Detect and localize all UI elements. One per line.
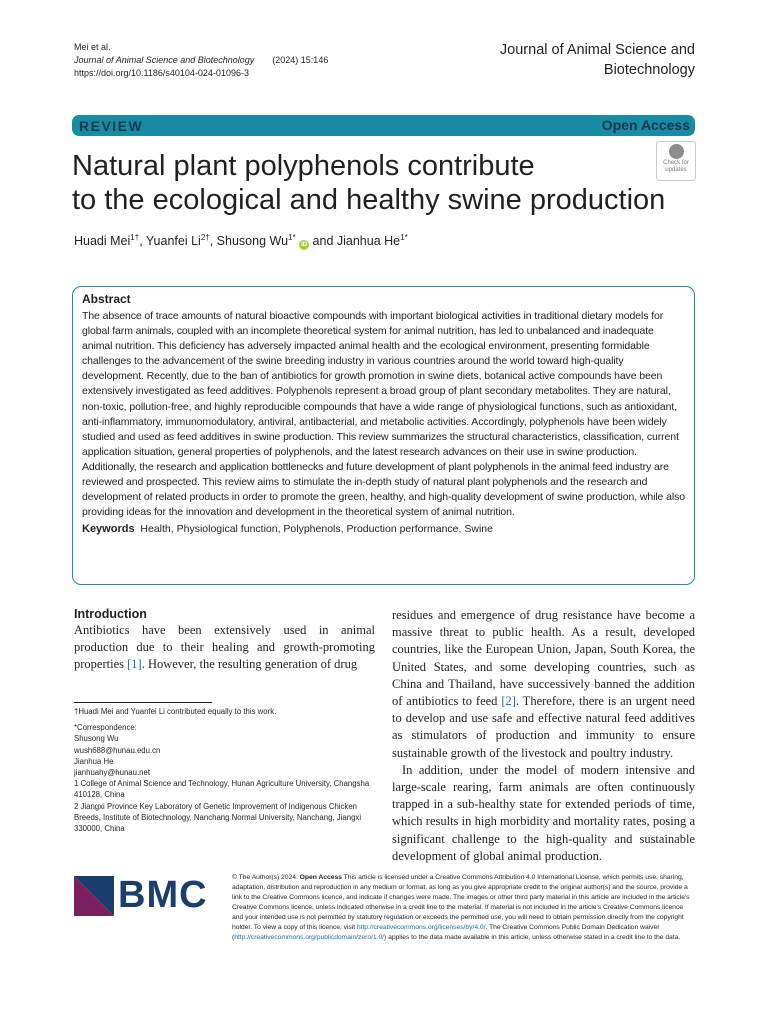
email-link[interactable]: wush688@hunau.edu.cn (74, 745, 161, 755)
article-title: Natural plant polyphenols contribute to the ecological and healthy swine production (72, 150, 666, 216)
author-short: Mei et al. (74, 42, 111, 52)
journal-name: Journal of Animal Science and Biotechnology (499, 42, 695, 78)
left-column (74, 607, 375, 674)
crossmark-icon (669, 144, 684, 159)
keywords: Keywords Health, Physiological function, Polyphenols, Production performance, Swine (82, 523, 493, 536)
body-paragraph: residues and emergence of drug resistance have become a massive threat to public health. As a result, developed countries, like the European Union, Japan, South Korea, the United States, and some developing countries, such as China and Thailand, have successively banned the addition of antibiotics to feed [2]. Therefore, there is an urgent need to develop and use safe and effective natural feed additives as stimulators of production and immunity to ensure sustainable growth of the livestock and poultry industry. (392, 608, 695, 760)
journal-italic: Journal of Animal Science and Biotechnology (74, 55, 255, 65)
right-column (392, 607, 695, 865)
article-type: REVIEW (79, 118, 144, 134)
license-link[interactable]: http://creativecommons.org/licenses/by/4.0/ (356, 924, 486, 931)
citation-link[interactable]: [1] (127, 657, 142, 672)
orcid-icon[interactable]: iD (301, 242, 308, 249)
abstract-heading: Abstract (82, 292, 131, 306)
citation-link[interactable]: [2] (501, 694, 516, 709)
equal-contribution-note: †Huadi Mei and Yuanfei Li contributed equally to this work. (74, 707, 277, 716)
bmc-logo: BMC (74, 876, 214, 916)
doi-link[interactable]: https://doi.org/10.1186/s40104-024-01096-3 (74, 68, 249, 78)
public-domain-link[interactable]: http://creativecommons.org/publicdomain/zero/1.0/ (234, 934, 385, 941)
footnotes: †Huadi Mei and Yuanfei Li contributed equally to this work. *Correspondence: Shusong Wu wush688@hunau.edu.cn Jianhua He jianhuahy@hunau.net 1 College of Animal Science and Technology, Hunan Agriculture University, Changsha 410128, China 2 Jiangxi Province Key Laboratory of Genetic Improvement of Indigenous Chicken Breeds, Institute of Biotechnology, Nanchang Normal University, Nanchang, Jiangxi 330000, China (74, 706, 374, 834)
running-header (74, 41, 328, 80)
article-type-banner (72, 115, 695, 136)
check-for-updates-badge[interactable]: Check for updates (656, 141, 696, 181)
intro-paragraph: Antibiotics have been extensively used in animal production due to their healing and growth-promoting properties [1]. However, the resulting generation of drug (74, 623, 375, 672)
abstract-box (72, 286, 695, 585)
body-paragraph: In addition, under the model of modern intensive and large-scale rearing, farm animals are often continuously trapped in a sub-healthy state for extended periods of time, which results in high morbidity and mortality rates, posing a significant challenge to the high-quality and sustainable development of global animal production. (392, 762, 695, 863)
email-link[interactable]: jianhuahy@hunau.net (74, 768, 150, 778)
affiliation: 1 College of Animal Science and Technology, Hunan Agriculture University, Changsha 410128, China (74, 779, 370, 800)
open-access-label: Open Access (601, 117, 690, 133)
bmc-logo-icon (74, 876, 114, 916)
footnote-rule (74, 702, 212, 703)
affiliation: 2 Jiangxi Province Key Laboratory of Genetic Improvement of Indigenous Chicken Breeds, Institute of Biotechnology, Nanchang Normal University, Nanchang, Jiangxi 330000, China (74, 801, 362, 834)
license-text: © The Author(s) 2024. Open Access This article is licensed under a Creative Commons Attribution 4.0 International License, which permits use, sharing, adaptation, distribution and reproduction in any medium or format, as long as you give appropriate credit to the original author(s) and the source, provide a link to the Creative Commons licence, and indicate if changes were made. The images or other third party material in this article are included in the article's Creative Commons licence, unless indicated otherwise in a credit line to the material. If material is not included in the article's Creative Commons licence and your intended use is not permitted by statutory regulation or exceeds the permitted use, you will need to obtain permission directly from the copyright holder. To view a copy of this licence, visit http://creativecommons.org/licenses/by/4.0/. The Creative Commons Public Domain Dedication waiver (http://creativecommons.org/publicdomain/zero/1.0/) applies to the data made available in this article, unless otherwise stated in a credit line to the data. (232, 874, 690, 941)
volume: (2024) 15:146 (272, 55, 329, 65)
abstract-text: The absence of trace amounts of natural bioactive compounds with important biological activities in traditional dietary models for global farm animals, coupled with an incomplete theoretical system for animal nutrition, has led to unbalanced and inadequate animal nutrition. This deficiency has adversely impacted animal health and the ecological environment, presenting formidable challenges to the advancement of the swine breeding industry in various countries around the world toward high-quality development. Recently, due to the ban of antibiotics for growth promotion in swine diets, botanical active compounds have been extensively investigated as feed additives. Polyphenols represent a broad group of plant secondary metabolites. They are natural, non-toxic, pollution-free, and highly reproducible compounds that have a wide range of physiological functions, such as antioxidant, anti-inflammatory, immunomodulatory, antiviral, antibacterial, and metabolic activities. Accordingly, polyphenols have been widely studied and used as feed additives in swine production. This review summarizes the structural characteristics, classification, current application situation, general properties of polyphenols, and the latest research advances on their use in swine production. Additionally, the research and application bottlenecks and future development of plant polyphenols in the animal feed industry are reviewed and prospected. This review aims to stimulate the in-depth study of natural plant polyphenols and the research and development of related products in order to promote the green, healthy, and high-quality development of swine production, while also providing ideas for the innovation and development in the theoretical system of animal nutrition. (82, 310, 685, 519)
author-list: Huadi Mei$^{1\dagger}$, Yuanfei $Li^{2\dagger}$, Shusong $Wu^{1*}$ iD and Jianhua $He^{1*}$ (74, 233, 408, 249)
intro-heading: Introduction (74, 607, 147, 621)
